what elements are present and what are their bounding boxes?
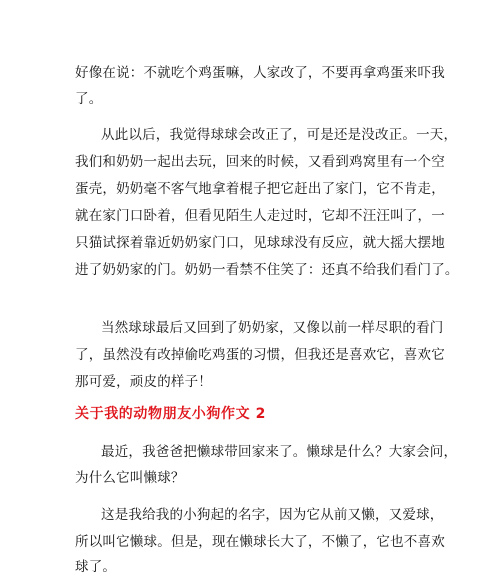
paragraph-line: 了，虽然没有改掉偷吃鸡蛋的习惯，但我还是喜欢它，喜欢它 bbox=[75, 347, 445, 363]
paragraph-line: 好像在说：不就吃个鸡蛋嘛，人家改了，不要再拿鸡蛋来吓我 bbox=[75, 65, 445, 81]
paragraph-line: 蛋壳，奶奶毫不客气地拿着棍子把它赶出了家门，它不肯走， bbox=[75, 181, 445, 197]
paragraph-line: 我们和奶奶一起出去玩，回来的时候，又看到鸡窝里有一个空 bbox=[75, 154, 445, 170]
paragraph-line: 所以叫它懒球。但是，现在懒球长大了，不懒了，它也不喜欢 bbox=[75, 534, 445, 550]
paragraph-line: 为什么它叫懒球？ bbox=[75, 470, 185, 486]
paragraph-line: 最近，我爸爸把懒球带回家来了。懒球是什么？大家会问， bbox=[101, 444, 458, 460]
paragraph-line: 那可爱，顽皮的样子！ bbox=[75, 374, 212, 390]
paragraph-line: 就在家门口卧着，但看见陌生人走过时，它却不汪汪叫了，一 bbox=[75, 208, 445, 224]
paragraph-line: 这是我给我的小狗起的名字，因为它从前又懒，又爱球， bbox=[101, 507, 444, 523]
paragraph-line: 当然球球最后又回到了奶奶家，又像以前一样尽职的看门 bbox=[101, 320, 444, 336]
paragraph-line: 进了奶奶家的门。奶奶一看禁不住笑了：还真不给我们看门了。 bbox=[75, 262, 459, 278]
section-heading: 关于我的动物朋友小狗作文 2 bbox=[75, 406, 267, 422]
paragraph-line: 只猫试探着靠近奶奶家门口，见球球没有反应，就大摇大摆地 bbox=[75, 235, 445, 251]
paragraph-line: 从此以后，我觉得球球会改正了，可是还是没改正。一天， bbox=[101, 127, 458, 143]
paragraph-line: 了。 bbox=[75, 91, 103, 107]
paragraph-line: 球了。 bbox=[75, 559, 117, 575]
